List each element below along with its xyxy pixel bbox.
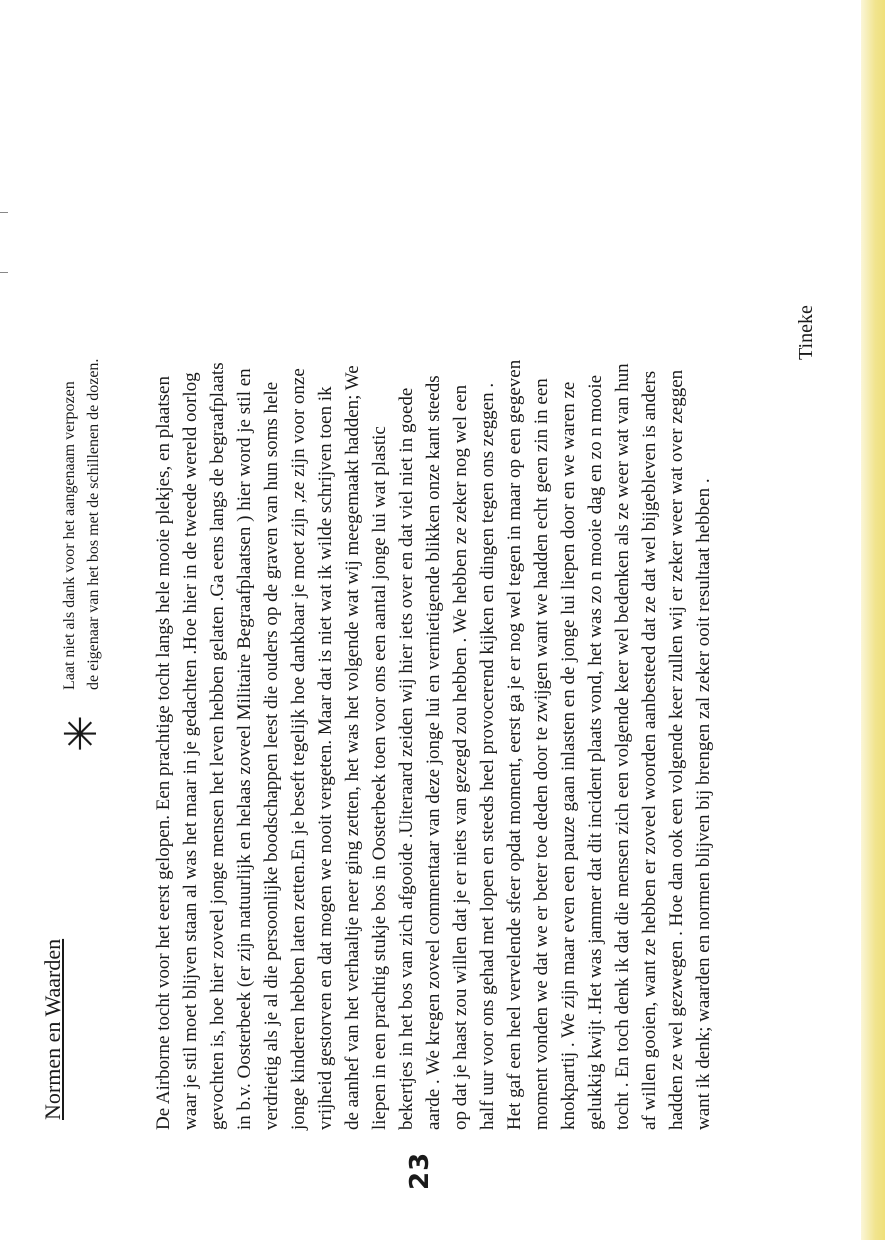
body-line: De Airborne tocht voor het eerst gelopen. Een prachtige tocht langs hele mooie plekjes, en plaatsen [153, 376, 174, 1130]
body-line: half uur voor ons gehad met lopen en steeds heel provocerend kijken en dingen tegen ons zeggen . [477, 382, 498, 1130]
body-line: bekertjes in het bos van zich afgooide .Uiteraard zeiden wij hier iets over en dat viel niet in goede [396, 387, 417, 1130]
body-line: gevochten is, hoe hier zoveel jonge mensen het leven hebben gelaten .Ga eens langs de begraafplaats [207, 362, 228, 1130]
body-line: vrijheid gestorven en dat mogen we nooit vergeten. Maar dat is niet wat ik wilde schrijven toen ik [315, 386, 336, 1130]
author-signature: Tineke [795, 305, 817, 360]
body-line: jonge kinderen hebben laten zetten.En je beseft tegelijk hoe dankbaar je moet zijn ,ze zijn voor onze [288, 368, 309, 1130]
body-line: tocht . En toch denk ik dat die mensen zich een volgende keer wel bedenken als ze weer wat van hun [612, 363, 633, 1130]
body-line: want ik denk; waarden en normen blijven bij brengen zal zeker ooit resultaat hebben . [693, 478, 714, 1130]
body-line: verdrietig als je al die persoonlijke boodschappen leest die ouders op de graven van hun soms hele [261, 381, 282, 1130]
body-line: op dat je haast zou willen dat je er niets van gezegd zou hebben . We hebben ze zeker nog wel een [450, 384, 471, 1130]
note-line: de eigenaar van het bos met de schillenen de dozen. [85, 358, 102, 690]
body-line: hadden ze wel gezwegen . Hoe dan ook een volgende keer zullen wij er zeker weer wat over zeggen [666, 369, 687, 1130]
body-line: in b.v. Oosterbeek (er zijn natuurlijk en helaas zoveel Militaire Begraafplaatsen ) hier word je stil en [234, 368, 255, 1130]
body-line: waar je stil moet blijven staan al was het maar in je gedachten .Hoe hier in de tweede wereld oorlog [180, 372, 201, 1130]
body-line: liepen in een prachtig stukje bos in Oosterbeek toen voor ons een aantal jonge lui wat plastic [369, 426, 390, 1130]
body-line: aarde . We kregen zoveel commentaar van deze jonge lui en vernietigende blikken onze kant steeds [423, 375, 444, 1130]
note-text [58, 359, 106, 690]
page-number: 23 [405, 1151, 435, 1190]
body-line: gelukkig kwijt .Het was jammer dat dit incident plaats vond, het was zo n mooie dag en zo n mooie [585, 374, 606, 1130]
body-line: Het gaf een heel vervelende sfeer opdat moment, eerst ga je er nog wel tegen in maar op een gegeven [504, 359, 525, 1130]
article-body [150, 50, 717, 1130]
body-line: moment vonden we dat we er beter toe deden door te zwijgen want we hadden echt geen zin in een [531, 378, 552, 1130]
note-line: Laat niet als dank voor het aangenaam verpozen [61, 381, 78, 690]
article-title: Normen en Waarden [40, 938, 65, 1120]
body-line: af willen gooien, want ze hebben er zoveel woorden aanbesteed dat ze dat wel bijgebleven is anders [639, 370, 660, 1130]
body-line: de aanhef van het verhaaltje neer ging zetten, het was het volgende wat wij meegemaakt hadden; We [342, 365, 363, 1130]
asterisk-icon: ✳ [56, 715, 107, 752]
body-line: knokpartij . We zijn maar even een pauze gaan inlasten en de jonge lui liepen door en we waren ze [558, 381, 579, 1130]
